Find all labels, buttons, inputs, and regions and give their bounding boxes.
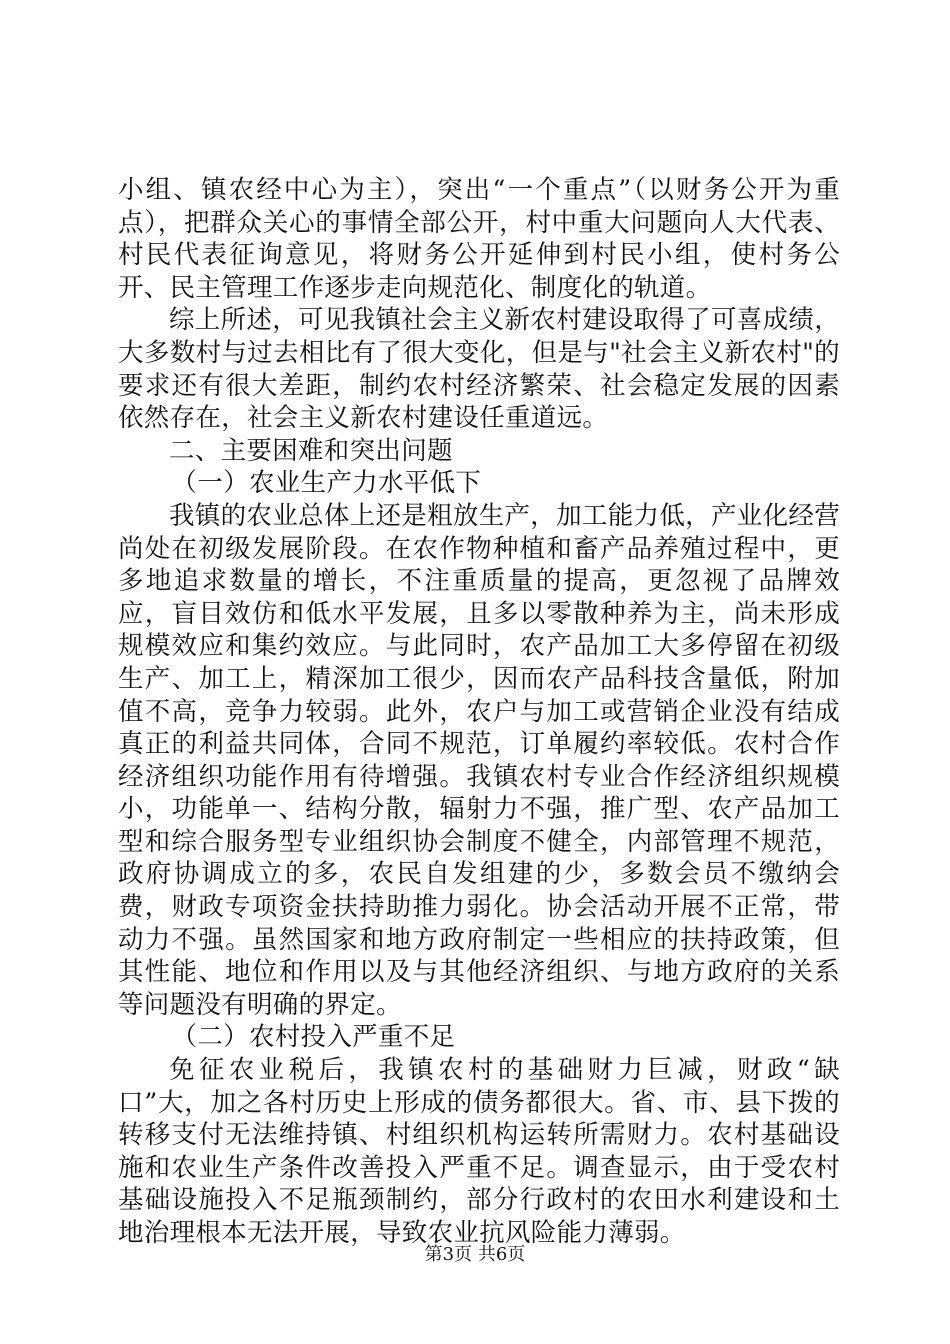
subsection-heading-1: （一）农业生产力水平低下 [171, 468, 482, 499]
paragraph-productivity: 我镇的农业总体上还是粗放生产，加工能力低，产业化经营尚处在初级发展阶段。在农作物种植和畜产品养殖过程中，更多地追求数量的增长，不注重质量的提高，更忽视了品牌效应，盲目效仿和低水平发展，且多以零散种养为主，尚未形成规模效应和集约效应。与此同时，农产品加工大多停留在初级生产、加工上，精深加工很少，因而农产品科技含量低，附加值不高，竞争力较弱。此外，农户与加工或营销企业没有结成真正的利益共同体，合同不规范，订单履约率较低。农村合作经济组织功能作用有待增强。我镇农村专业合作经济组织规模小，功能单一、结构分散，辐射力不强，推广型、农产品加工型和综合服务型专业组织协会制度不健全，内部管理不规范，政府协调成立的多，农民自发组建的少，多数会员不缴纳会费，财政专项资金扶持助推力弱化。协会活动开展不正常，带动力不强。虽然国家和地方政府制定一些相应的扶持政策，但其性能、地位和作用以及与其他经济组织、与地方政府的关系等问题没有明确的界定。 [118, 500, 840, 1020]
paragraph-continued: 小组、镇农经中心为主），突出“一个重点”（以财务公开为重点），把群众关心的事情全部公开，村中重大问题向人大代表、村民代表征询意见，将财务公开延伸到村民小组，使村务公开、民主管理工作逐步走向规范化、制度化的轨道。 [118, 175, 840, 303]
section-heading: 二、主要困难和突出问题 [169, 435, 453, 466]
subsection-heading-2: （二）农村投入严重不足 [171, 1022, 456, 1053]
paragraph-investment: 免征农业税后，我镇农村的基础财力巨减，财政“缺口”大，加之各村历史上形成的债务都很大。省、市、县下拨的转移支付无法维持镇、村组织机构运转所需财力。农村基础设施和农业生产条件改善投入严重不足。调查显示，由于受农村基础设施投入不足瓶颈制约，部分行政村的农田水利建设和土地治理根本无法开展，导致农业抗风险能力薄弱。 [118, 1055, 840, 1248]
document-body [118, 174, 840, 1250]
page-footer: 第3页 共6页 [424, 1244, 526, 1265]
paragraph-summary: 综上所述，可见我镇社会主义新农村建设取得了可喜成绩，大多数村与过去相比有了很大变化，但是与"社会主义新农村"的要求还有很大差距，制约农村经济繁荣、社会稳定发展的因素依然存在，社会主义新农村建设任重道远。 [118, 305, 840, 434]
